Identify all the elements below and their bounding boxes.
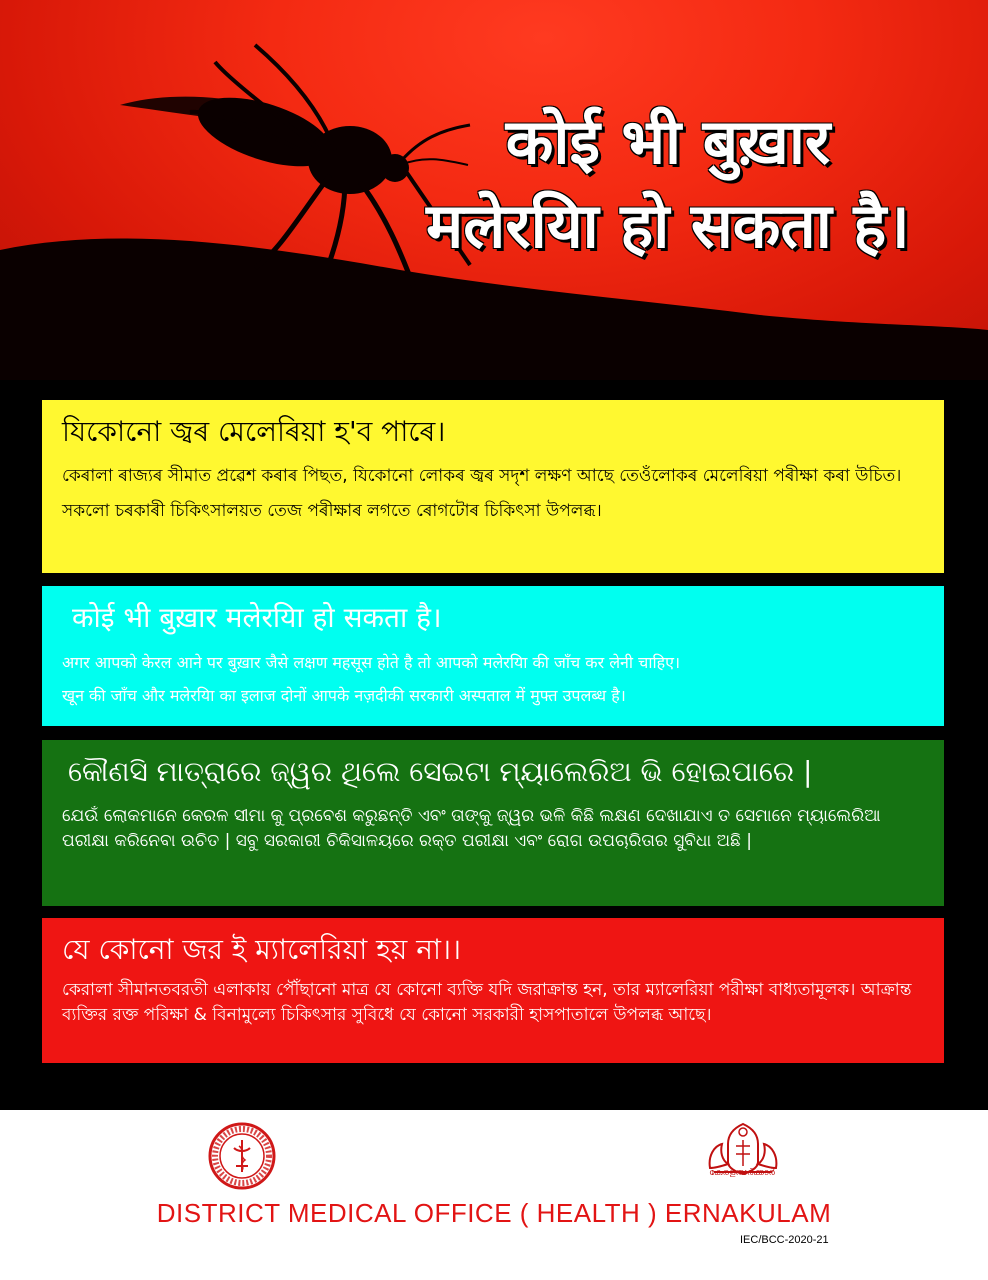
panel-bengali xyxy=(42,918,944,1063)
headline-line-1: कोई भी बुख़ार xyxy=(505,105,831,178)
panel-paragraph: खून की जाँच और मलेरयिा का इलाज दोनों आपके नज़दीकी सरकारी अस्पताल में मुफ्त उपलब्ध है। xyxy=(62,686,626,705)
panel-paragraph: ଯେଉଁ ଲୋକମାନେ କେରଳ ସୀମା କୁ ପ୍ରବେଶ କରୁଛନ୍ତି ଏବଂ ତାଙ୍କୁ ଜ୍ୱର ଭଳି କିଛି ଲକ୍ଷଣ ଦେଖାଯାଏ ତ ସେମାନେ ମ୍ୟାଲେରିଆ ପରୀକ୍ଷା କରିନେବା ଉଚିତ | ସବୁ ସରକାରୀ ଚିକିସାଳୟରେ ରକ୍ତ ପରୀକ୍ଷା ଏବଂ ରୋଗ ଉପଚାରିତାର ସୁବିଧା ଅଛି | xyxy=(62,806,881,851)
headline xyxy=(388,100,948,268)
panel-paragraph: সকলো চৰকাৰী চিকিৎসালয়ত তেজ পৰীক্ষাৰ লগতে ৰোগটোৰ চিকিৎসা উপলব্ধ। xyxy=(62,501,602,521)
kerala-emblem-icon xyxy=(700,1118,786,1192)
document-code: IEC/BCC-2020-21 xyxy=(740,1234,829,1246)
panel-paragraph: अगर आपको केरल आने पर बुख़ार जैसे लक्षण महसूस होते है तो आपको मलेरयिा की जाँच कर लेनी चाहिए। xyxy=(62,653,681,672)
kerala-emblem-caption: കേരളസർക്കാർ xyxy=(709,1168,775,1178)
panel-paragraph: কেৰালা ৰাজ্যৰ সীমাত প্ৰৱেশ কৰাৰ পিছত, যিকোনো লোকৰ জ্বৰ সদৃশ লক্ষণ আছে তেওঁলোকৰ মেলেৰিয়া পৰীক্ষা কৰা উচিত। xyxy=(62,466,902,486)
hero-banner xyxy=(0,0,988,380)
office-name: DISTRICT MEDICAL OFFICE ( HEALTH ) ERNAKULAM xyxy=(156,1198,832,1228)
panel-paragraph: কেরালা সীমানতবরতী এলাকায় পৌঁছানো মাত্র যে কোনো ব্যক্তি যদি জরাক্রান্ত হন, তার ম্যালেরিয়া পরীক্ষা বাধ্যতামূলক। আক্রান্ত ব্যক্তির রক্ত পরিক্ষা & বিনামুল্যে চিকিৎসার সুবিধে যে কোনো সরকারী হাসপাতালে উপলব্ধ আছে। xyxy=(62,980,912,1025)
panel-odia xyxy=(42,740,944,906)
panel-hindi xyxy=(42,586,944,726)
panel-title: କୌଣସି ମାତ୍ରାରେ ଜ୍ୱର ଥିଲେ ସେଇଟା ମ୍ୟାଲେରିଅ ଭି ହୋଇପାରେ | xyxy=(68,755,813,788)
panel-title: যিকোনো জ্বৰ মেলেৰিয়া হ'ব পাৰে। xyxy=(62,415,446,448)
panel-title: कोई भी बुख़ार मलेरयिा हो सकता है। xyxy=(72,601,442,634)
panel-assamese xyxy=(42,400,944,573)
panel-title: যে কোনো জর ই ম্যালেরিয়া হয় না।। xyxy=(62,933,462,966)
footer xyxy=(0,1110,988,1280)
headline-line-2: मलेरयिा हो सकता है। xyxy=(426,189,910,262)
health-services-seal-icon xyxy=(208,1122,276,1190)
